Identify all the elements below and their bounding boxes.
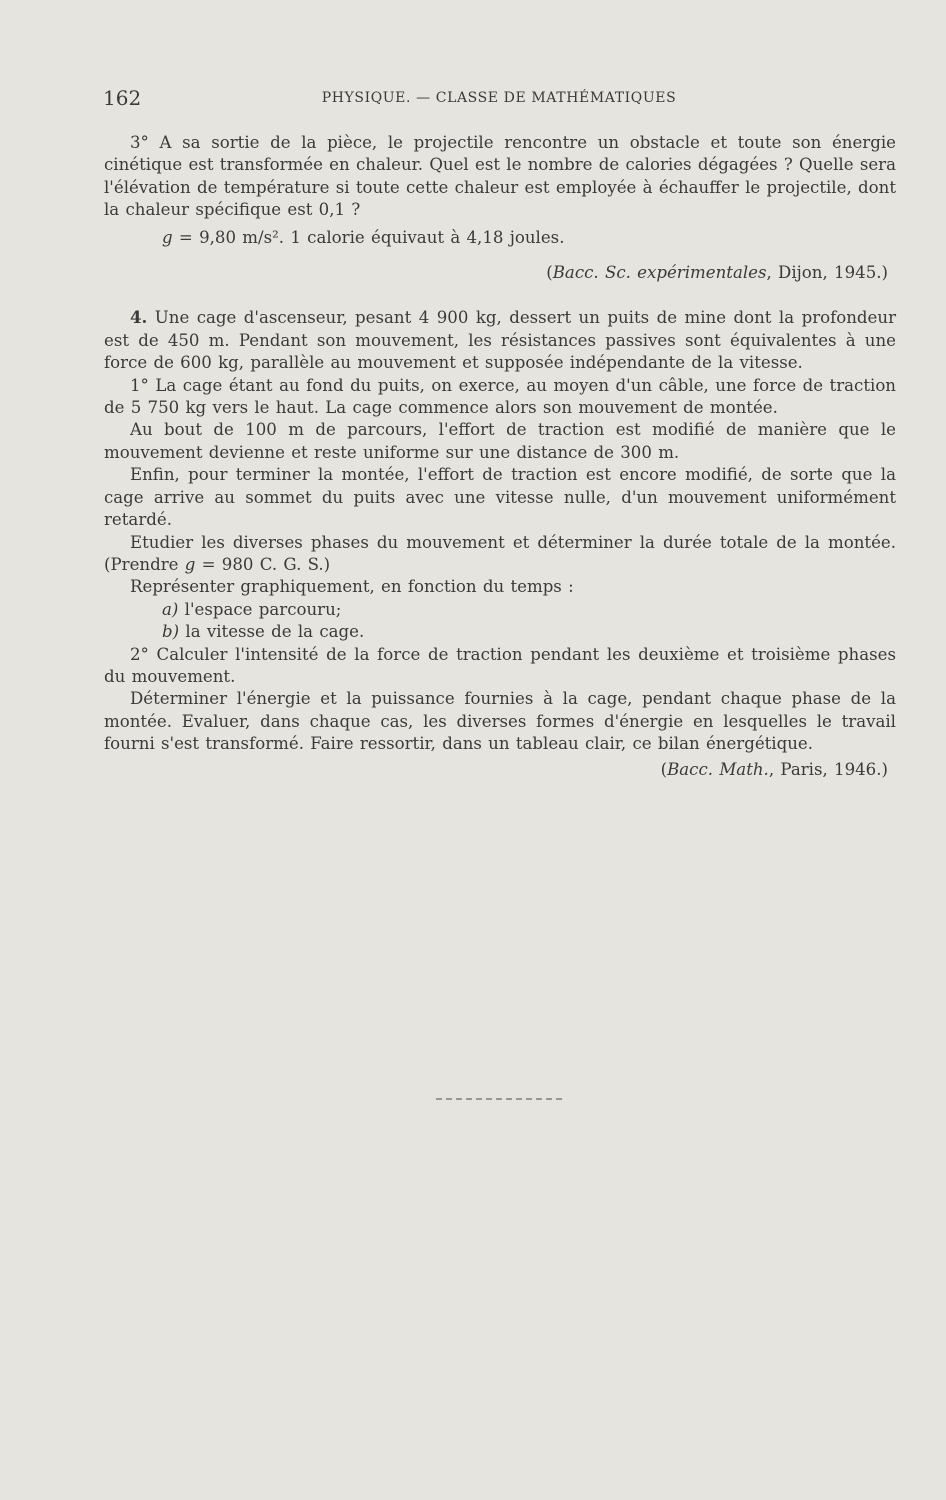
problem-4-study <box>104 532 896 577</box>
page-number: 162 <box>103 86 142 110</box>
problem-number: 4. <box>130 307 148 328</box>
formula-text: = 9,80 m/s². 1 calorie équivaut à 4,18 joules. <box>178 227 565 247</box>
source-open-paren: ( <box>546 263 553 283</box>
formula-symbol-g: g <box>162 227 173 247</box>
problem-intro-text: Une cage d'ascenseur, pesant 4 900 kg, dessert un puits de mine dont la profondeur est de 450 m. Pendant son mouvement, les résistances passives sont équivalentes à une force de 600 kg, parallèle au mouvement et supposée indépendante de la vitesse. <box>104 308 896 373</box>
question-3-formula <box>162 227 896 249</box>
source-reference: Bacc. Math. <box>667 759 769 779</box>
page-header <box>103 86 895 114</box>
problem-4-part-1: 1° La cage étant au fond du puits, on exerce, au moyen d'un câble, une force de traction de 5 750 kg vers le haut. La cage commence alors son mouvement de montée. <box>104 375 896 418</box>
problem-4-determine: Déterminer l'énergie et la puissance fournies à la cage, pendant chaque phase de la montée. Evaluer, dans chaque cas, les diverses formes d'énergie en lesquelles le travail fourni s'est transformé. Faire ressortir, dans un tableau clair, ce bilan énergétique. <box>104 689 896 754</box>
list-item-a-text: l'espace parcouru; <box>178 599 342 619</box>
study-symbol-g: g <box>184 554 196 574</box>
page-body <box>104 132 896 781</box>
problem-4-paragraph-100m: Au bout de 100 m de parcours, l'effort de traction est modifié de manière que le mouvement devienne et reste uniforme sur une distance de 300 m. <box>104 420 896 462</box>
problem-4-intro <box>104 306 896 374</box>
list-item-b-text: la vitesse de la cage. <box>179 622 365 642</box>
study-text-after: = 980 C. G. S.) <box>195 554 331 574</box>
question-3-source <box>104 262 896 284</box>
section-end-ornament <box>436 1098 562 1100</box>
question-3-text: 3° A sa sortie de la pièce, le projectile rencontre un obstacle et toute son énergie cinétique est transformée en chaleur. Quel est le nombre de calories dégagées ? Quelle sera l'élévation de température si toute cette chaleur est employée à échauffer le projectile, dont la chaleur spécifique est 0,1 ? <box>104 133 896 220</box>
source-open-paren: ( <box>660 759 668 779</box>
running-title: PHYSIQUE. — CLASSE DE MATHÉMATIQUES <box>321 90 677 106</box>
source-location: , Dijon, 1945.) <box>766 263 888 283</box>
list-item-b <box>104 621 896 643</box>
list-item-a-label: a) <box>162 599 179 619</box>
source-reference: Bacc. Sc. expérimentales <box>552 263 767 283</box>
list-item-b-label: b) <box>162 622 180 642</box>
problem-4-source <box>104 759 896 781</box>
problem-4-part-2: 2° Calculer l'intensité de la force de traction pendant les deuxième et troisième phases du mouvement. <box>104 644 896 686</box>
source-location: , Paris, 1946.) <box>768 759 888 779</box>
problem-4-represent: Représenter graphiquement, en fonction du temps : <box>130 577 574 597</box>
study-text-before: Etudier les diverses phases du mouvement et déterminer la durée totale de la montée. (Prendre <box>104 532 896 574</box>
problem-4-paragraph-enfin: Enfin, pour terminer la montée, l'effort de traction est encore modifié, de sorte que la cage arrive au sommet du puits avec une vitesse nulle, d'un mouvement uniformément retardé. <box>104 465 896 530</box>
list-item-a <box>104 599 896 621</box>
